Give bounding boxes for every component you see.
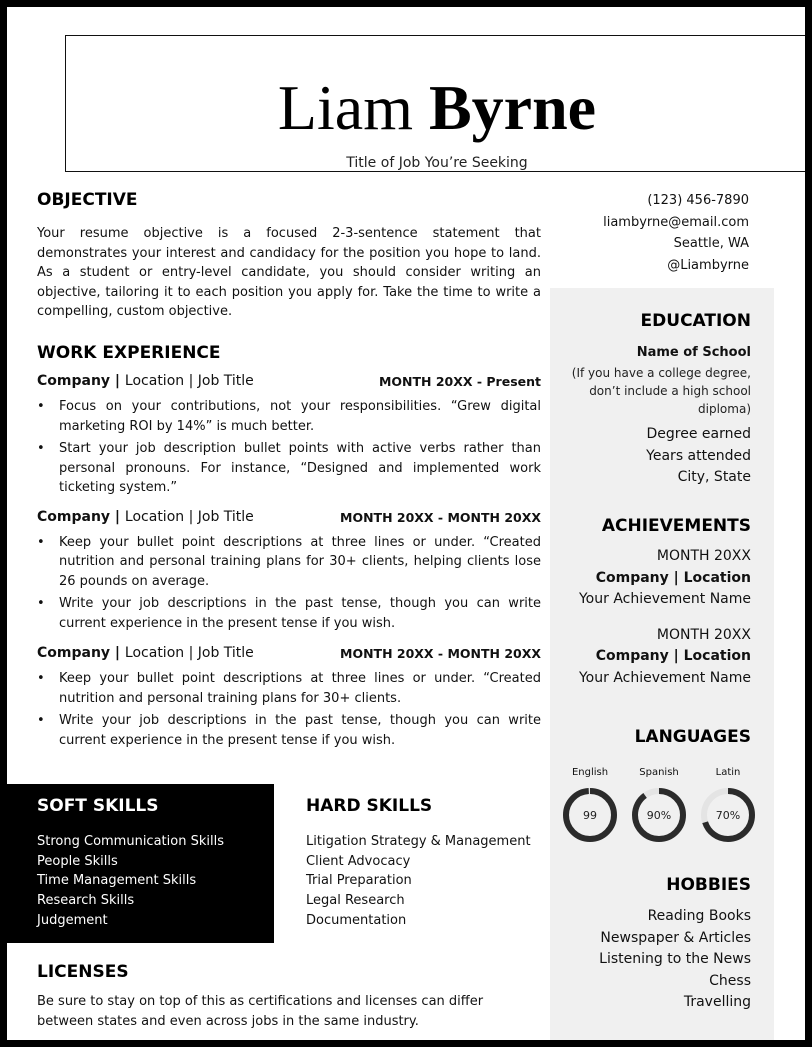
job-entry [37, 645, 541, 750]
language-english [562, 767, 618, 843]
city-state: City, State [677, 469, 751, 485]
list-item: Client Advocacy [306, 853, 411, 869]
list-item: Time Management Skills [37, 873, 197, 889]
bullet-item: • Write your job descriptions in the past tense, though you can write current experience in the present tense if you wish. [59, 594, 541, 633]
last-name: Byrne [428, 72, 597, 143]
location-title: Location | Job Title [124, 373, 254, 389]
job-entry [37, 373, 541, 498]
contact-info [567, 190, 749, 276]
achievements-heading: ACHIEVEMENTS [601, 516, 751, 536]
hard-skills-heading: HARD SKILLS [306, 796, 433, 816]
location-title: Location | Job Title [124, 645, 254, 661]
years-attended: Years attended [646, 447, 751, 464]
language-ring [562, 787, 618, 843]
work-experience-section [37, 343, 541, 753]
list-item: Travelling [683, 994, 751, 1010]
licenses-heading: LICENSES [37, 962, 129, 982]
education-heading: EDUCATION [640, 311, 751, 331]
objective-text: Your resume objective is a focused 2-3-sentence statement that demonstrates your interest and candidacy for the position you hope to land. As a student or entry-level candidate, you should consider writing an objective, tailoring it to each position you apply for. Take the time to write a compelling, custom objective. [37, 226, 541, 319]
language-level: 70% [715, 809, 741, 822]
degree: Degree earned [646, 426, 751, 442]
achievement-company: Company | Location [595, 648, 751, 664]
language-spanish [631, 767, 687, 843]
job-header [37, 645, 541, 665]
list-item: Legal Research [306, 893, 405, 909]
language-gauges [560, 767, 760, 847]
languages-section [567, 727, 751, 747]
company-name: Company [37, 508, 111, 525]
job-bullets [37, 397, 541, 498]
company-name: Company [37, 645, 111, 661]
list-item: Judgement [37, 912, 108, 928]
objective-heading: OBJECTIVE [37, 190, 138, 210]
company-name: Company [37, 373, 111, 389]
candidate-name [7, 73, 805, 143]
resume-page [7, 7, 805, 1040]
list-item: Documentation [306, 912, 407, 928]
language-level: 99 [583, 809, 597, 822]
separator: | [110, 645, 125, 661]
language-ring [631, 787, 687, 843]
email: liambyrne@email.com [603, 214, 749, 230]
soft-skills-list [37, 832, 224, 931]
hobbies-heading: HOBBIES [666, 875, 751, 895]
separator: | [110, 508, 125, 525]
soft-skills-heading: SOFT SKILLS [37, 796, 159, 816]
licenses-section [37, 962, 542, 1031]
objective-section [37, 190, 541, 322]
first-name: Liam [277, 72, 413, 143]
list-item: Chess [709, 972, 751, 989]
social-handle: @Liambyrne [667, 257, 749, 273]
hobbies-list [567, 906, 751, 1014]
school-name: Name of School [636, 345, 751, 360]
job-header [37, 509, 541, 529]
location: Seattle, WA [673, 236, 749, 251]
job-bullets [37, 669, 541, 750]
job-dates: MONTH 20XX - MONTH 20XX [340, 509, 541, 525]
job-header [37, 373, 541, 393]
list-item: Strong Communication Skills [37, 834, 224, 849]
list-item: Research Skills [37, 893, 135, 909]
education-details [567, 424, 751, 489]
language-latin [700, 767, 756, 843]
achievements-section [567, 516, 751, 689]
location-title: Location | Job Title [124, 508, 254, 525]
work-heading: WORK EXPERIENCE [37, 343, 221, 363]
soft-skills-section [7, 784, 274, 943]
bullet-item: • Write your job descriptions in the past tense, though you can write current experience in the present tense if you wish. [59, 711, 541, 750]
phone: (123) 456-7890 [647, 193, 749, 208]
bullet-item: • Keep your bullet point descriptions at three lines or under. “Created nutrition and personal training plans for 30+ clients, helping clients lose 26 pounds on average. [59, 533, 541, 592]
list-item: Newspaper & Articles [600, 929, 751, 946]
list-item: Litigation Strategy & Management [306, 834, 531, 849]
job-dates: MONTH 20XX - Present [378, 374, 541, 389]
hobbies-section [567, 875, 751, 1014]
language-name: English [571, 767, 609, 778]
achievement-date: MONTH 20XX [656, 548, 751, 564]
list-item: Trial Preparation [306, 873, 412, 889]
language-ring [700, 787, 756, 843]
languages-heading: LANGUAGES [634, 727, 751, 747]
language-level: 90% [646, 809, 672, 822]
achievement-date: MONTH 20XX [656, 626, 751, 643]
job-bullets [37, 533, 541, 634]
bullet-item: • Focus on your contributions, not your responsibilities. “Grew digital marketing ROI by 14%” is much better. [59, 397, 541, 436]
hard-skills-section [306, 796, 531, 931]
job-dates: MONTH 20XX - MONTH 20XX [340, 646, 541, 661]
school-note: (If you have a college degree, don’t include a high school diploma) [571, 366, 751, 416]
job-title: Title of Job You’re Seeking [346, 155, 528, 171]
hard-skills-list [306, 832, 531, 931]
licenses-text: Be sure to stay on top of this as certifications and licenses can differ between states and even across jobs in the same industry. [37, 994, 484, 1029]
bullet-item: • Keep your bullet point descriptions at three lines or under. “Created nutrition and personal training plans for 30+ clients. [59, 669, 541, 708]
job-entry [37, 509, 541, 634]
separator: | [110, 373, 125, 389]
achievement-name: Your Achievement Name [578, 591, 751, 607]
bullet-item: • Start your job description bullet points with active verbs rather than personal pronouns. For instance, “Designed and implemented work ticketing system.” [59, 439, 541, 498]
list-item: Reading Books [647, 908, 751, 924]
achievement-name: Your Achievement Name [578, 669, 751, 686]
language-name: Spanish [639, 767, 679, 778]
education-section [567, 311, 751, 489]
language-name: Latin [715, 767, 741, 778]
list-item: People Skills [37, 853, 118, 869]
list-item: Listening to the News [599, 951, 751, 967]
achievement-company: Company | Location [595, 569, 751, 586]
